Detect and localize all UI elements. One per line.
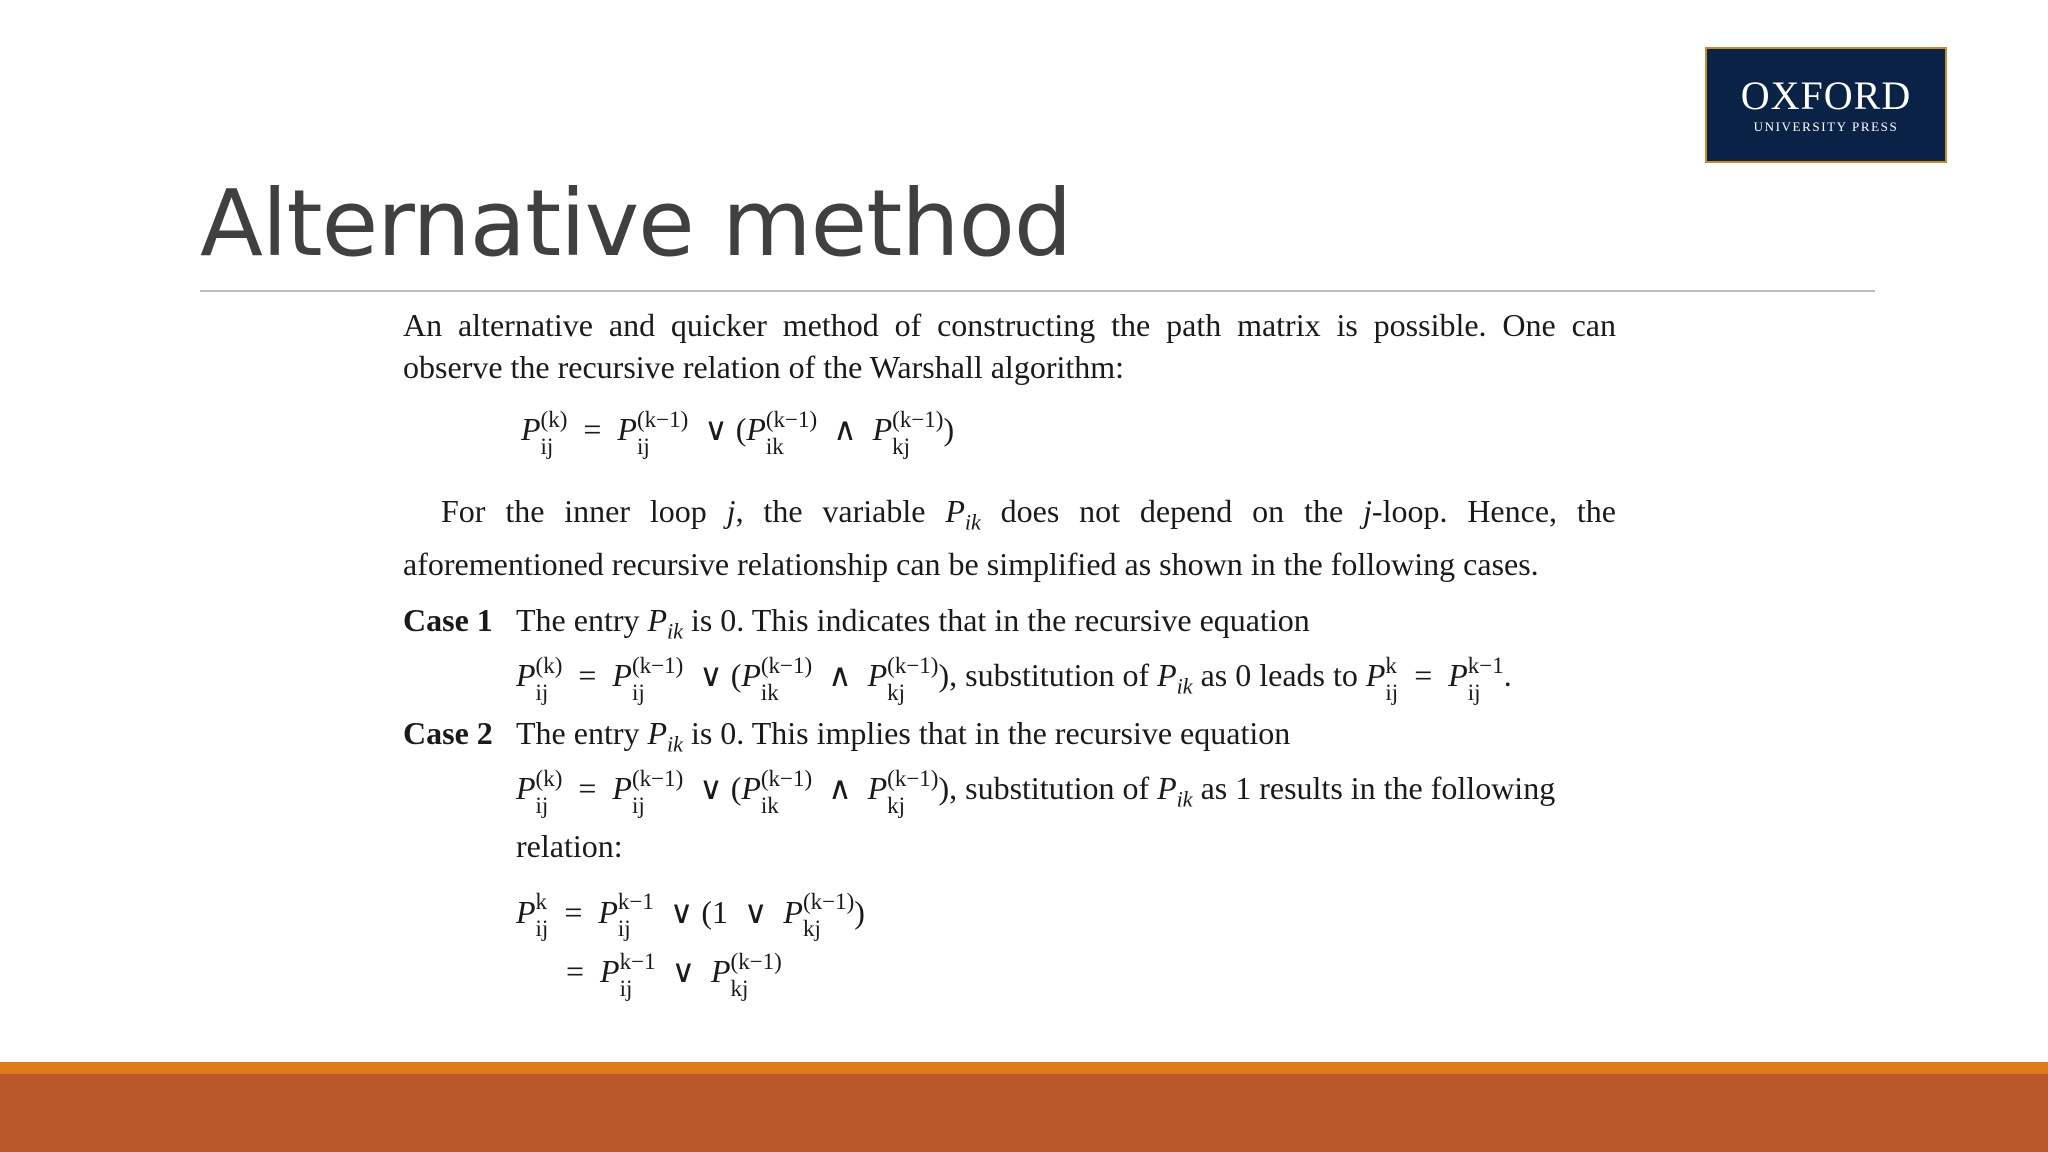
paren: ( — [701, 893, 712, 930]
text-run: as 0 leads to — [1192, 657, 1366, 694]
superscript: (k−1) — [887, 765, 939, 791]
equals-sign: = — [578, 657, 597, 694]
math-symbol: P — [521, 411, 541, 447]
case-1-body — [516, 599, 1616, 710]
case-2-body — [516, 712, 1616, 1000]
superscript: k — [535, 889, 548, 915]
math-symbol: P — [741, 770, 761, 807]
subscript: ij — [535, 680, 549, 706]
subscript: ij — [1385, 680, 1399, 706]
math-symbol: P — [1157, 770, 1177, 807]
text-run: as 1 results in the following relation: — [516, 770, 1556, 864]
math-symbol: P — [1448, 657, 1468, 694]
script — [761, 767, 812, 817]
subscript: ij — [619, 975, 633, 1001]
or-operator: ∨ — [699, 770, 723, 807]
paren: ) — [854, 893, 865, 930]
text-run: , substitution of — [949, 770, 1158, 807]
superscript: (k−1) — [636, 406, 689, 432]
script — [536, 654, 563, 704]
math-symbol: P — [867, 770, 888, 807]
subscript: ij — [535, 792, 549, 818]
case-2-label: Case 2 — [403, 714, 493, 751]
superscript: (k−1) — [631, 765, 684, 791]
or-operator: ∨ — [671, 953, 695, 990]
superscript: (k−1) — [631, 653, 684, 679]
script — [803, 890, 854, 940]
subscript: ij — [631, 680, 645, 706]
subscript: ij — [631, 792, 645, 818]
script — [887, 767, 938, 817]
subscript: ik — [1176, 786, 1193, 812]
math-symbol: P — [516, 657, 536, 694]
and-operator: ∧ — [828, 770, 852, 807]
math-symbol: P — [711, 953, 731, 990]
math-symbol: P — [746, 411, 766, 447]
paren: ) — [938, 770, 950, 807]
footer-accent-stripe — [0, 1062, 2048, 1074]
subscript: ik — [760, 680, 779, 706]
superscript: k−1 — [617, 889, 654, 915]
script — [761, 654, 812, 704]
paren: ) — [943, 411, 955, 447]
case-2-equation — [516, 765, 1616, 868]
math-symbol: P — [647, 602, 668, 639]
logo-main-text: OXFORD — [1740, 73, 1912, 118]
script — [892, 408, 943, 458]
footer-bar — [0, 1074, 2048, 1152]
superscript: (k−1) — [887, 653, 939, 679]
text-run: The entry — [516, 714, 648, 751]
math-symbol: P — [612, 770, 632, 807]
superscript: (k−1) — [892, 406, 944, 432]
paren: ( — [730, 770, 742, 807]
subscript: ik — [1176, 673, 1193, 699]
script — [541, 408, 568, 458]
math-symbol: P — [872, 411, 893, 447]
math-symbol: P — [741, 657, 761, 694]
superscript: (k−1) — [730, 948, 782, 974]
math-symbol: P — [516, 893, 536, 930]
slide-content — [403, 304, 1616, 1000]
subscript: ij — [617, 916, 631, 942]
script — [637, 408, 688, 458]
superscript: k — [1385, 653, 1397, 679]
math-symbol: P — [600, 953, 620, 990]
text-run: -loop. Hence, the aforementioned recursive relationship can be simplified as shown in the following cases. — [403, 492, 1617, 583]
equals-sign: = — [578, 770, 597, 807]
subscript: ik — [765, 433, 784, 459]
text-run: does not depend on the — [980, 492, 1364, 529]
math-symbol: P — [945, 492, 965, 529]
math-symbol: P — [598, 893, 618, 930]
warshall-recurrence-equation — [521, 406, 1616, 458]
inner-loop-paragraph — [403, 490, 1616, 585]
one: 1 — [711, 893, 728, 930]
text-run: , substitution of — [949, 657, 1158, 694]
simplified-equation-line-2 — [558, 948, 1616, 1000]
subscript: kj — [802, 916, 821, 942]
superscript: (k) — [535, 765, 563, 791]
subscript: ik — [667, 731, 683, 757]
math-symbol: P — [1365, 657, 1386, 694]
script — [1385, 654, 1398, 704]
math-symbol: P — [867, 657, 888, 694]
math-symbol: P — [783, 893, 803, 930]
script — [632, 654, 683, 704]
paren: ( — [730, 657, 742, 694]
superscript: (k−1) — [760, 653, 813, 679]
text-run: The entry — [516, 602, 648, 639]
script — [618, 890, 654, 940]
subscript: kj — [887, 680, 906, 706]
superscript: k−1 — [1467, 653, 1504, 679]
logo-sub-text: UNIVERSITY PRESS — [1753, 119, 1899, 134]
or-operator: ∨ — [704, 411, 728, 447]
math-symbol: P — [1157, 657, 1177, 694]
oxford-university-press-logo — [1705, 47, 1947, 163]
math-symbol: P — [612, 657, 632, 694]
text-run: For the inner loop — [441, 492, 727, 529]
script — [1468, 654, 1504, 704]
and-operator: ∧ — [833, 411, 857, 447]
text-run: is 0. This indicates that in the recursive equation — [682, 602, 1310, 639]
script — [536, 767, 563, 817]
or-operator: ∨ — [699, 657, 723, 694]
superscript: (k−1) — [760, 765, 813, 791]
subscript: kj — [730, 975, 749, 1001]
script — [632, 767, 683, 817]
case-1 — [403, 599, 1616, 710]
or-operator: ∨ — [669, 893, 694, 930]
math-symbol: P — [617, 411, 637, 447]
case-2 — [403, 712, 1616, 1000]
paren: ) — [938, 657, 950, 694]
subscript: ik — [667, 618, 683, 644]
script — [731, 950, 782, 1000]
and-operator: ∧ — [828, 657, 852, 694]
superscript: (k) — [540, 406, 568, 432]
script — [887, 654, 938, 704]
superscript: (k−1) — [765, 406, 818, 432]
case-1-line-1 — [516, 599, 1616, 652]
paren: ( — [735, 411, 747, 447]
text-run: is 0. This implies that in the recursive equation — [682, 714, 1291, 751]
math-symbol: P — [516, 770, 536, 807]
equals-sign: = — [564, 893, 583, 930]
script — [536, 890, 549, 940]
case-2-line-1 — [516, 712, 1616, 765]
subscript: kj — [887, 792, 906, 818]
intro-paragraph: An alternative and quicker method of constructing the path matrix is possible. One can observe the recursive relation of the Warshall algorithm: — [403, 307, 1616, 385]
case-1-label: Case 1 — [403, 602, 493, 639]
math-symbol: P — [647, 714, 668, 751]
equals-sign: = — [583, 411, 602, 447]
superscript: k−1 — [619, 948, 656, 974]
equals-sign: = — [566, 953, 585, 990]
period: . — [1503, 657, 1512, 694]
subscript: ij — [540, 433, 554, 459]
subscript: kj — [892, 433, 911, 459]
text-run: , the variable — [735, 492, 946, 529]
superscript: (k−1) — [802, 889, 855, 915]
title-divider — [200, 290, 1875, 292]
case-1-equation — [516, 652, 1616, 709]
superscript: (k) — [535, 653, 563, 679]
subscript: ik — [760, 792, 779, 818]
math-symbol: j — [1363, 492, 1372, 529]
subscript: ij — [535, 916, 549, 942]
equals-sign: = — [1414, 657, 1433, 694]
script — [766, 408, 817, 458]
page-title: Alternative method — [200, 170, 1072, 277]
script — [620, 950, 656, 1000]
subscript: ij — [636, 433, 650, 459]
subscript: ik — [964, 509, 981, 535]
math-symbol: j — [726, 492, 736, 529]
simplified-equation-line-1 — [516, 889, 1616, 941]
subscript: ij — [1467, 680, 1481, 706]
or-operator: ∨ — [743, 893, 768, 930]
